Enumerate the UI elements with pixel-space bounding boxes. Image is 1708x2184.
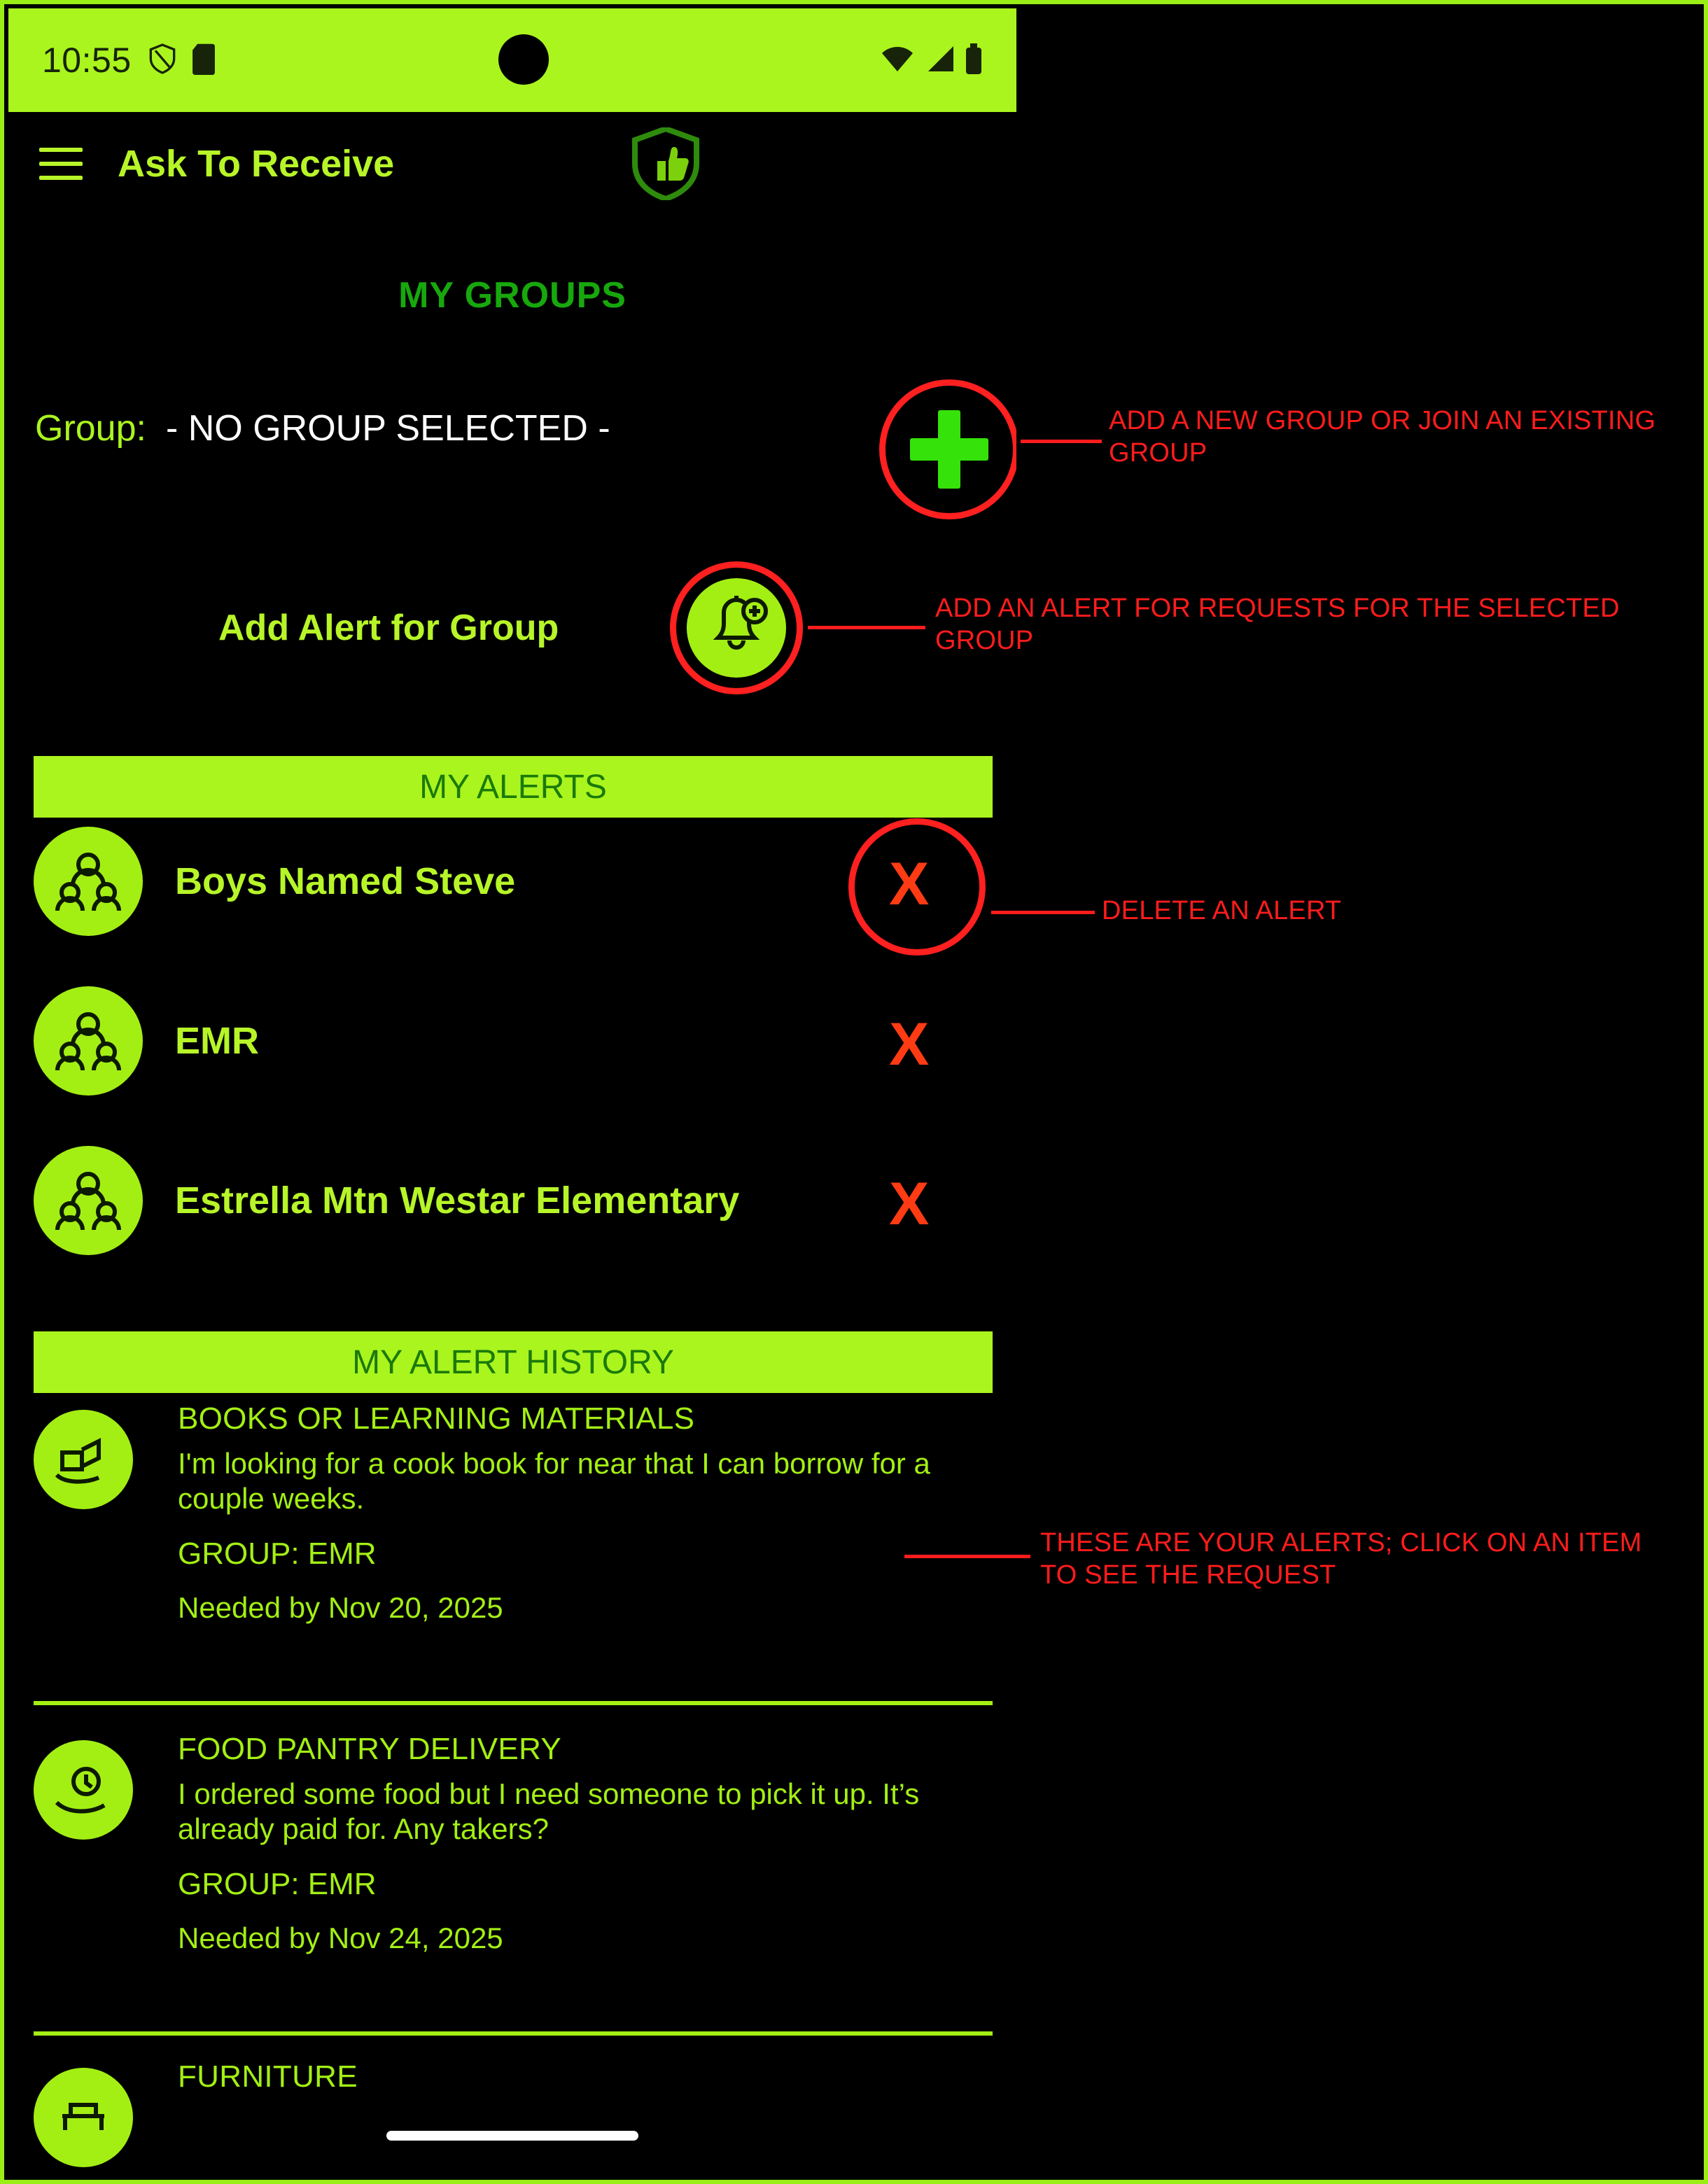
plus-icon bbox=[910, 410, 988, 489]
list-item[interactable] bbox=[34, 1148, 993, 1253]
signal-icon bbox=[924, 45, 955, 76]
annotation-delete-alert: DELETE AN ALERT bbox=[1102, 896, 1342, 925]
list-item[interactable] bbox=[34, 2059, 993, 2094]
book-hand-icon bbox=[34, 1410, 133, 1509]
shield-icon bbox=[148, 43, 176, 78]
app-bar bbox=[8, 112, 1016, 216]
history-title: FOOD PANTRY DELIVERY bbox=[178, 1732, 562, 1766]
annotation-leader-line bbox=[808, 626, 925, 629]
add-group-button[interactable] bbox=[879, 379, 1016, 519]
list-item[interactable] bbox=[34, 988, 993, 1093]
history-body bbox=[178, 2059, 993, 2094]
alert-name: Estrella Mtn Westar Elementary bbox=[175, 1180, 740, 1222]
divider bbox=[34, 2031, 993, 2036]
divider bbox=[34, 1701, 993, 1705]
history-body bbox=[178, 1401, 993, 1625]
annotation-leader-line bbox=[904, 1555, 1030, 1558]
delete-alert-button[interactable]: X bbox=[889, 1170, 930, 1238]
my-alert-history-header: MY ALERT HISTORY bbox=[34, 1331, 993, 1393]
sd-card-icon bbox=[192, 43, 216, 78]
delete-alert-button[interactable]: X bbox=[889, 850, 930, 918]
status-bar-right-icons bbox=[881, 43, 983, 78]
group-people-icon bbox=[34, 1146, 143, 1255]
alert-name: EMR bbox=[175, 1020, 259, 1062]
history-description: I'm looking for a cook book for near that I can borrow for a couple weeks. bbox=[178, 1447, 930, 1516]
history-title: BOOKS OR LEARNING MATERIALS bbox=[178, 1401, 695, 1436]
history-title: FURNITURE bbox=[178, 2059, 358, 2094]
history-body bbox=[178, 1732, 993, 1955]
my-groups-heading: MY GROUPS bbox=[398, 275, 626, 316]
status-bar-left-icons bbox=[148, 43, 216, 78]
my-alerts-header: MY ALERTS bbox=[34, 756, 993, 818]
list-item[interactable] bbox=[34, 1401, 993, 1625]
page-title: Ask To Receive bbox=[118, 143, 395, 185]
history-group: GROUP: EMR bbox=[178, 1536, 377, 1571]
annotation-add-alert: ADD AN ALERT FOR REQUESTS FOR THE SELECTED GROUP bbox=[935, 594, 1620, 656]
add-alert-button[interactable] bbox=[670, 561, 803, 694]
status-bar-clock: 10:55 bbox=[42, 41, 132, 80]
group-label: Group: bbox=[35, 408, 146, 449]
wifi-icon bbox=[881, 45, 914, 76]
hamburger-menu-icon[interactable] bbox=[39, 148, 83, 180]
list-item[interactable] bbox=[34, 1732, 993, 1955]
delete-alert-button[interactable]: X bbox=[889, 1011, 930, 1078]
furniture-icon bbox=[34, 2068, 133, 2167]
group-people-icon bbox=[34, 827, 143, 936]
annotation-leader-line bbox=[991, 911, 1095, 914]
annotation-alert-history: THESE ARE YOUR ALERTS; CLICK ON AN ITEM TO SEE THE REQUEST bbox=[1040, 1528, 1642, 1590]
status-bar bbox=[8, 8, 1016, 112]
selected-group-row bbox=[35, 407, 610, 449]
navigation-pill[interactable] bbox=[386, 2131, 638, 2141]
phone-screen bbox=[8, 8, 1016, 2178]
annotation-leader-line bbox=[1021, 440, 1102, 443]
food-hand-icon bbox=[34, 1740, 133, 1840]
history-needed-by: Needed by Nov 20, 2025 bbox=[178, 1590, 503, 1624]
group-value: - NO GROUP SELECTED - bbox=[165, 408, 610, 449]
history-needed-by: Needed by Nov 24, 2025 bbox=[178, 1921, 503, 1954]
group-people-icon bbox=[34, 986, 143, 1096]
bell-plus-icon bbox=[687, 578, 786, 678]
thumbs-up-shield-icon[interactable] bbox=[632, 127, 699, 200]
add-alert-label: Add Alert for Group bbox=[218, 608, 559, 648]
history-group: GROUP: EMR bbox=[178, 1866, 377, 1901]
battery-icon bbox=[965, 43, 983, 78]
alert-name: Boys Named Steve bbox=[175, 860, 516, 902]
annotation-add-group: ADD A NEW GROUP OR JOIN AN EXISTING GROUP bbox=[1109, 406, 1656, 468]
camera-punch-hole bbox=[498, 34, 549, 85]
history-description: I ordered some food but I need someone to pick it up. It’s already paid for. Any takers? bbox=[178, 1777, 920, 1846]
